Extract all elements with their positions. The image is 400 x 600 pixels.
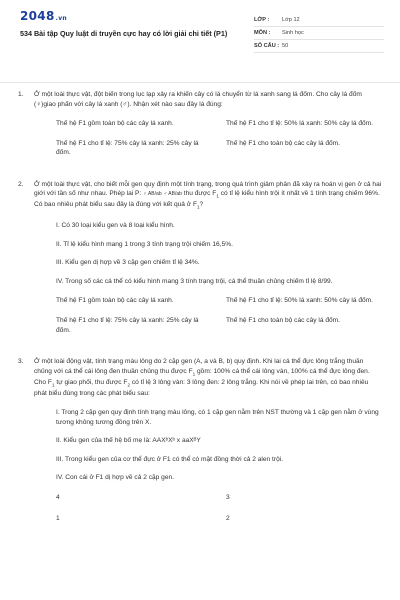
- meta-label: MÔN :: [254, 29, 271, 36]
- answer-option-d[interactable]: Thế hệ F1 cho toàn bộ các cây lá đốm.: [226, 316, 340, 324]
- statement: IV. Trong số các cá thể có kiểu hình mang 3 tính trạng trội, cá thể thuần chủng chiếm tỉ lệ 8/99.: [56, 277, 333, 285]
- statement: III. Trong kiểu gen của cơ thể đực ở F1 có thể có mặt đồng thời cả 2 alen trội.: [56, 455, 284, 463]
- statement: I. Có 30 loại kiểu gen và 8 loại kiểu hình.: [56, 222, 175, 230]
- logo-main: 2048: [20, 9, 55, 23]
- question-text: [34, 180, 382, 211]
- meta-row-count: [254, 40, 384, 53]
- question-text-part: gồm: 100% cá thể cái lông vàn, 100% cá thể đực lông đen. Cho F: [34, 367, 370, 386]
- meta-row-subject: [254, 27, 384, 40]
- question-text-part: Ở một loài động vật, tính trạng màu lông do 2 cặp gen (A, a và B, b) quy định. Khi lai cá thể đực lông trắng thuần chủng với cá thể cái lông đen thuần chủng thu được F: [34, 358, 364, 375]
- subscript: 2: [127, 381, 130, 387]
- page-title: 534 Bài tập Quy luật di truyền cực hay có lời giải chi tiết (P1): [20, 29, 228, 39]
- answer-options: [34, 296, 382, 335]
- question-list: [18, 90, 382, 524]
- statement: IV. Con cái ở F1 dị hợp về cả 2 cặp gen.: [56, 474, 175, 482]
- statement: II. Kiểu gen của thế hệ bố mẹ là: AAXᵇXᵇ x aaXᴮY: [56, 437, 201, 445]
- question-text-part: có tỉ lệ 3 lông vàn: 3 lông đen: 2 lông trắng. Khi nói về phép lai trên, có bao nhiêu phát biểu đúng trong các phát biểu sau:: [34, 378, 369, 397]
- question-text: Ở một loài thực vật, đột biến trong lục lạp xảy ra khiến cây có lá chuyển từ lá xanh sang lá đốm. Cho cây lá đốm (♀)giao phấn với cây lá xanh (♂). Nhận xét nào sau đây là đúng:: [34, 91, 362, 108]
- answer-option-c[interactable]: Thế hệ F1 cho tỉ lệ: 75% cây lá xanh: 25% cây lá đốm.: [56, 139, 199, 157]
- question-text-part: Ở một loài thực vật, cho biết mỗi gen quy định một tính trạng, trong quá trình giảm phân đã xảy ra hoán vị gen ở cả hai giới với tần số như nhau. Phép lai P:: [34, 180, 382, 198]
- header-divider: [0, 82, 400, 83]
- subscript: 1: [51, 381, 55, 387]
- answer-option-b[interactable]: 3: [226, 493, 230, 501]
- question-2: [18, 180, 382, 335]
- question-text: [34, 357, 382, 398]
- page-header: [0, 0, 400, 60]
- answer-option-d[interactable]: 2: [226, 515, 230, 523]
- answer-option-a[interactable]: Thế hệ F1 gồm toàn bộ các cây lá xanh.: [56, 120, 174, 128]
- cross-female: ♀ AB/ab: [143, 191, 162, 198]
- answer-options: [34, 493, 382, 524]
- answer-option-c[interactable]: 1: [56, 515, 60, 523]
- meta-value: Sinh học: [282, 29, 304, 36]
- meta-label: SỐ CÂU :: [254, 42, 280, 49]
- question-text-part: ?: [199, 201, 204, 209]
- subscript: 1: [216, 193, 219, 199]
- question-text-part: có tỉ lệ kiểu hình trội ít nhất về 1 tính trạng chiếm 96%. Có bao nhiêu phát biểu sau đây là đúng với kết quả ở F: [34, 190, 380, 209]
- question-text-part: thu được F: [181, 190, 217, 198]
- question-text-part: tự giao phối, thu được F: [54, 378, 128, 386]
- question-number: 2.: [18, 180, 24, 188]
- answer-option-a[interactable]: 4: [56, 493, 60, 501]
- answer-option-b[interactable]: Thế hệ F1 cho tỉ lệ: 50% lá xanh: 50% cây lá đốm.: [226, 120, 373, 128]
- statement: I. Trong 2 cặp gen quy định tính trạng màu lông, có 1 cặp gen nằm trên NST thường và 1 cặp gen nằm ở vùng tương không tương đồng trên X.: [56, 409, 379, 426]
- question-number: 1.: [18, 91, 24, 98]
- answer-option-a[interactable]: Thế hệ F1 gồm toàn bộ các cây lá xanh.: [56, 297, 174, 305]
- logo-tld: .vn: [55, 15, 67, 22]
- question-number: 3.: [18, 358, 24, 366]
- meta-row-grade: [254, 14, 384, 27]
- meta-label: LỚP :: [254, 16, 270, 23]
- question-3: [18, 357, 382, 524]
- subscript: 1: [192, 370, 196, 376]
- cross-male: ♂ AB/ab: [163, 191, 182, 198]
- answer-option-d[interactable]: Thế hệ F1 cho toàn bộ các cây lá đốm.: [226, 139, 340, 147]
- statement: III. Kiểu gen dị hợp về 3 cặp gen chiếm tỉ lệ 34%.: [56, 259, 200, 267]
- subscript: 1: [196, 204, 200, 210]
- answer-option-c[interactable]: Thế hệ F1 cho tỉ lệ: 75% cây lá xanh: 25% cây lá đốm.: [56, 316, 199, 334]
- answer-options: [34, 119, 382, 158]
- question-1: [18, 90, 382, 158]
- meta-value: 50: [282, 42, 289, 49]
- statement: II. Tỉ lệ kiểu hình mang 1 trong 3 tính trạng trội chiếm 16,5%.: [56, 240, 233, 248]
- document-meta: [254, 14, 384, 53]
- meta-value: Lớp 12: [282, 16, 300, 23]
- answer-option-b[interactable]: Thế hệ F1 cho tỉ lệ: 50% lá xanh: 50% cây lá đốm.: [226, 297, 373, 305]
